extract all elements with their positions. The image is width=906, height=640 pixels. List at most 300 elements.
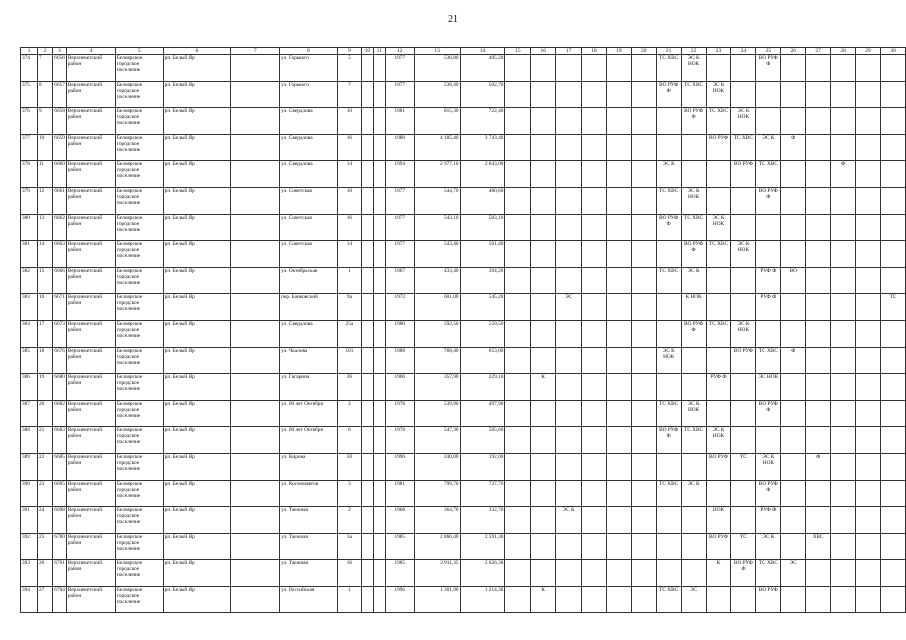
table-row xyxy=(21,81,906,108)
work-period-cell-col-30 xyxy=(880,267,905,294)
work-period-cell-col-24 xyxy=(731,400,756,427)
work-period-cell-col-20 xyxy=(631,55,656,82)
total-area-cell: 544,70 xyxy=(414,187,460,214)
living-area-cell: 2 626,30 xyxy=(460,560,505,587)
work-period-cell-col-22 xyxy=(681,134,706,161)
year-built-cell: 1968 xyxy=(385,507,414,534)
work-period-cell-col-28 xyxy=(831,374,856,401)
living-area-cell: 653,00 xyxy=(460,347,505,374)
work-period-cell-col-15 xyxy=(505,320,531,347)
work-period-cell-col-7 xyxy=(231,108,280,135)
index-cell: 12 xyxy=(37,187,52,214)
work-period-cell-col-27 xyxy=(806,320,831,347)
settlement-cell: Белоярское городское поселение xyxy=(115,533,163,560)
work-period-cell-col-15 xyxy=(505,187,531,214)
work-period-cell-col-20 xyxy=(631,294,656,321)
table-row xyxy=(21,586,906,613)
year-built-cell: 1990 xyxy=(385,453,414,480)
work-period-cell-col-29 xyxy=(856,453,881,480)
year-built-cell: 1988 xyxy=(385,134,414,161)
column-number-header: 25 xyxy=(756,48,781,55)
work-period-cell-col-25: ЭС К НОК xyxy=(756,453,781,480)
work-period-cell-col-25: РУФ Ф xyxy=(756,294,781,321)
work-period-cell-col-11 xyxy=(373,108,385,135)
street-cell: ул. Таежная xyxy=(280,507,338,534)
work-period-cell-col-26 xyxy=(781,533,806,560)
row-number-cell: 389 xyxy=(21,453,38,480)
year-built-cell: 1977 xyxy=(385,187,414,214)
work-period-cell-col-17 xyxy=(556,427,582,454)
column-number-header: 12 xyxy=(385,48,414,55)
work-period-cell-col-18 xyxy=(582,241,607,268)
work-period-cell-col-20 xyxy=(631,241,656,268)
settlement-cell: Белоярское городское поселение xyxy=(115,374,163,401)
work-period-cell-col-29 xyxy=(856,267,881,294)
work-period-cell-col-7 xyxy=(231,187,280,214)
row-number-cell: 374 xyxy=(21,55,38,82)
work-period-cell-col-25 xyxy=(756,320,781,347)
work-period-cell-col-10 xyxy=(361,453,373,480)
object-code-cell: 6671 xyxy=(52,294,66,321)
index-cell: 27 xyxy=(37,586,52,613)
work-period-cell-col-24: ТС xyxy=(731,453,756,480)
living-area-cell: 550,50 xyxy=(460,320,505,347)
living-area-cell: 329,10 xyxy=(460,374,505,401)
settlement-cell: Белоярское городское поселение xyxy=(115,320,163,347)
work-period-cell-col-28: Ф xyxy=(831,161,856,188)
work-period-cell-col-18 xyxy=(582,161,607,188)
index-cell: 22 xyxy=(37,453,52,480)
row-number-cell: 391 xyxy=(21,507,38,534)
district-cell: Верхнекетский район xyxy=(66,55,115,82)
work-period-cell-col-19 xyxy=(606,108,631,135)
work-period-cell-col-17 xyxy=(556,320,582,347)
work-period-cell-col-21 xyxy=(656,453,681,480)
column-number-header: 11 xyxy=(373,48,385,55)
work-period-cell-col-30 xyxy=(880,427,905,454)
work-period-cell-col-21: ТС ХВС xyxy=(656,480,681,507)
object-code-cell: 6663 xyxy=(52,241,66,268)
work-period-cell-col-28 xyxy=(831,187,856,214)
object-code-cell: 6682 xyxy=(52,400,66,427)
work-period-cell-col-23: ТС ХВС xyxy=(706,320,731,347)
work-period-cell-col-10 xyxy=(361,586,373,613)
settlement-cell: Белоярское городское поселение xyxy=(115,187,163,214)
settlement-cell: Белоярское городское поселение xyxy=(115,560,163,587)
work-period-cell-col-23 xyxy=(706,161,731,188)
work-period-cell-col-30 xyxy=(880,507,905,534)
work-period-cell-col-19 xyxy=(606,427,631,454)
work-period-cell-col-16 xyxy=(531,400,556,427)
work-period-cell-col-10 xyxy=(361,400,373,427)
work-period-cell-col-30 xyxy=(880,560,905,587)
district-cell: Верхнекетский район xyxy=(66,294,115,321)
work-period-cell-col-21 xyxy=(656,108,681,135)
street-cell: ул. Таежная xyxy=(280,533,338,560)
locality-cell: рп. Белый Яр xyxy=(163,161,231,188)
locality-cell: рп. Белый Яр xyxy=(163,507,231,534)
work-period-cell-col-28 xyxy=(831,347,856,374)
work-period-cell-col-22: ВО РУФ Ф xyxy=(681,108,706,135)
work-period-cell-col-18 xyxy=(582,81,607,108)
work-period-cell-col-29 xyxy=(856,533,881,560)
year-built-cell: 1978 xyxy=(385,427,414,454)
work-period-cell-col-15 xyxy=(505,400,531,427)
work-period-cell-col-16 xyxy=(531,267,556,294)
work-period-cell-col-24: ВО РУФ xyxy=(731,347,756,374)
district-cell: Верхнекетский район xyxy=(66,108,115,135)
work-period-cell-col-7 xyxy=(231,400,280,427)
work-period-cell-col-19 xyxy=(606,55,631,82)
work-period-cell-col-15 xyxy=(505,214,531,241)
work-period-cell-col-19 xyxy=(606,374,631,401)
work-period-cell-col-7 xyxy=(231,161,280,188)
living-area-cell: 505,60 xyxy=(460,427,505,454)
work-period-cell-col-19 xyxy=(606,507,631,534)
work-period-cell-col-24 xyxy=(731,267,756,294)
work-period-cell-col-20 xyxy=(631,187,656,214)
work-period-cell-col-16 xyxy=(531,294,556,321)
total-area-cell: 1 301,90 xyxy=(414,586,460,613)
district-cell: Верхнекетский район xyxy=(66,320,115,347)
work-period-cell-col-18 xyxy=(582,134,607,161)
work-period-cell-col-10 xyxy=(361,507,373,534)
object-code-cell: 6656 xyxy=(52,55,66,82)
index-cell: 9 xyxy=(37,108,52,135)
work-period-cell-col-22: ЭС xyxy=(681,586,706,613)
work-period-cell-col-19 xyxy=(606,560,631,587)
district-cell: Верхнекетский район xyxy=(66,267,115,294)
work-period-cell-col-28 xyxy=(831,214,856,241)
work-period-cell-col-17 xyxy=(556,267,582,294)
work-period-cell-col-17 xyxy=(556,134,582,161)
living-area-cell: 502,70 xyxy=(460,81,505,108)
work-period-cell-col-15 xyxy=(505,267,531,294)
work-period-cell-col-24 xyxy=(731,294,756,321)
work-period-cell-col-15 xyxy=(505,134,531,161)
work-period-cell-col-26 xyxy=(781,507,806,534)
street-cell: ул. 60 лет Октября xyxy=(280,427,338,454)
total-area-cell: 592,50 xyxy=(414,320,460,347)
row-number-cell: 383 xyxy=(21,294,38,321)
work-period-cell-col-24 xyxy=(731,427,756,454)
work-period-cell-col-22: ТС ХВС xyxy=(681,427,706,454)
column-number-header: 7 xyxy=(231,48,280,55)
work-period-cell-col-27 xyxy=(806,427,831,454)
work-period-cell-col-15 xyxy=(505,108,531,135)
work-period-cell-col-24: ТС xyxy=(731,533,756,560)
settlement-cell: Белоярское городское поселение xyxy=(115,453,163,480)
work-period-cell-col-20 xyxy=(631,480,656,507)
work-period-cell-col-24 xyxy=(731,55,756,82)
work-period-cell-col-21 xyxy=(656,320,681,347)
column-number-header: 18 xyxy=(582,48,607,55)
object-code-cell: 6685 xyxy=(52,453,66,480)
work-period-cell-col-30 xyxy=(880,533,905,560)
street-cell: ул. Таежная xyxy=(280,560,338,587)
work-period-cell-col-24: ВО РУФ Ф xyxy=(731,560,756,587)
work-period-cell-col-19 xyxy=(606,586,631,613)
work-period-cell-col-10 xyxy=(361,267,373,294)
work-period-cell-col-24: ЭС К НОК xyxy=(731,241,756,268)
index-cell: 8 xyxy=(37,81,52,108)
index-cell: 21 xyxy=(37,427,52,454)
work-period-cell-col-26: ВО xyxy=(781,267,806,294)
work-period-cell-col-30 xyxy=(880,374,905,401)
year-built-cell: 1972 xyxy=(385,294,414,321)
work-period-cell-col-27 xyxy=(806,294,831,321)
work-period-cell-col-7 xyxy=(231,81,280,108)
settlement-cell: Белоярское городское поселение xyxy=(115,507,163,534)
work-period-cell-col-29 xyxy=(856,187,881,214)
year-built-cell: 1966 xyxy=(385,374,414,401)
street-cell: ул. Свердлова xyxy=(280,161,338,188)
work-period-cell-col-29 xyxy=(856,586,881,613)
work-period-cell-col-10 xyxy=(361,294,373,321)
work-period-cell-col-10 xyxy=(361,560,373,587)
work-period-cell-col-26 xyxy=(781,161,806,188)
locality-cell: рп. Белый Яр xyxy=(163,533,231,560)
house-number-cell: 1 xyxy=(337,267,361,294)
work-period-cell-col-16 xyxy=(531,453,556,480)
work-period-cell-col-15 xyxy=(505,586,531,613)
work-period-cell-col-7 xyxy=(231,560,280,587)
work-period-cell-col-11 xyxy=(373,480,385,507)
work-period-cell-col-28 xyxy=(831,55,856,82)
row-number-cell: 394 xyxy=(21,586,38,613)
district-cell: Верхнекетский район xyxy=(66,400,115,427)
locality-cell: рп. Белый Яр xyxy=(163,55,231,82)
year-built-cell: 1981 xyxy=(385,108,414,135)
work-period-cell-col-18 xyxy=(582,55,607,82)
work-period-cell-col-29 xyxy=(856,241,881,268)
living-area-cell: 545,20 xyxy=(460,294,505,321)
street-cell: ул. Российская xyxy=(280,586,338,613)
work-period-cell-col-18 xyxy=(582,267,607,294)
living-area-cell: 394,20 xyxy=(460,267,505,294)
table-row xyxy=(21,374,906,401)
year-built-cell: 1980 xyxy=(385,320,414,347)
row-number-cell: 379 xyxy=(21,187,38,214)
work-period-cell-col-11 xyxy=(373,81,385,108)
work-period-cell-col-27 xyxy=(806,214,831,241)
work-period-cell-col-28 xyxy=(831,108,856,135)
settlement-cell: Белоярское городское поселение xyxy=(115,586,163,613)
work-period-cell-col-30 xyxy=(880,347,905,374)
work-period-cell-col-29 xyxy=(856,55,881,82)
street-cell: ул. Советская xyxy=(280,187,338,214)
work-period-cell-col-21: ЭС К НОК xyxy=(656,347,681,374)
work-period-cell-col-30 xyxy=(880,400,905,427)
table-row xyxy=(21,453,906,480)
object-code-cell: 6683 xyxy=(52,427,66,454)
locality-cell: рп. Белый Яр xyxy=(163,347,231,374)
work-period-cell-col-26 xyxy=(781,453,806,480)
row-number-cell: 378 xyxy=(21,161,38,188)
work-period-cell-col-11 xyxy=(373,267,385,294)
work-period-cell-col-21 xyxy=(656,374,681,401)
object-code-cell: 6695 xyxy=(52,480,66,507)
work-period-cell-col-16 xyxy=(531,241,556,268)
column-number-header: 9 xyxy=(337,48,361,55)
work-period-cell-col-15 xyxy=(505,453,531,480)
work-period-cell-col-27: Ф xyxy=(806,453,831,480)
work-period-cell-col-18 xyxy=(582,347,607,374)
street-cell: ул. Советская xyxy=(280,214,338,241)
work-period-cell-col-26 xyxy=(781,320,806,347)
district-cell: Верхнекетский район xyxy=(66,453,115,480)
district-cell: Верхнекетский район xyxy=(66,214,115,241)
table-row xyxy=(21,347,906,374)
total-area-cell: 799,70 xyxy=(414,480,460,507)
work-period-cell-col-19 xyxy=(606,320,631,347)
house-number-cell: 14 xyxy=(337,241,361,268)
work-period-cell-col-28 xyxy=(831,560,856,587)
work-period-cell-col-22 xyxy=(681,161,706,188)
work-period-cell-col-16 xyxy=(531,533,556,560)
work-period-cell-col-27 xyxy=(806,400,831,427)
row-number-cell: 375 xyxy=(21,81,38,108)
house-number-cell: 2 xyxy=(337,400,361,427)
column-number-header: 5 xyxy=(115,48,163,55)
work-period-cell-col-20 xyxy=(631,108,656,135)
work-period-cell-col-27 xyxy=(806,347,831,374)
work-period-cell-col-7 xyxy=(231,453,280,480)
work-period-cell-col-7 xyxy=(231,533,280,560)
work-period-cell-col-27 xyxy=(806,108,831,135)
living-area-cell: 722,40 xyxy=(460,108,505,135)
work-period-cell-col-22: К НОК xyxy=(681,294,706,321)
work-period-cell-col-26 xyxy=(781,427,806,454)
street-cell: ул. Чкалова xyxy=(280,347,338,374)
work-period-cell-col-17 xyxy=(556,400,582,427)
work-period-cell-col-22: ВО РУФ Ф xyxy=(681,241,706,268)
table-row xyxy=(21,480,906,507)
street-cell: ул. Космонавтов xyxy=(280,480,338,507)
index-cell: 7 xyxy=(37,55,52,82)
work-period-cell-col-18 xyxy=(582,374,607,401)
work-period-cell-col-27 xyxy=(806,480,831,507)
year-built-cell: 1977 xyxy=(385,241,414,268)
work-period-cell-col-19 xyxy=(606,81,631,108)
work-period-cell-col-16 xyxy=(531,480,556,507)
work-period-cell-col-26 xyxy=(781,108,806,135)
work-period-cell-col-22 xyxy=(681,560,706,587)
column-number-header: 17 xyxy=(556,48,582,55)
year-built-cell: 1996 xyxy=(385,586,414,613)
work-period-cell-col-29 xyxy=(856,134,881,161)
work-period-cell-col-24 xyxy=(731,81,756,108)
column-number-header: 10 xyxy=(361,48,373,55)
row-number-cell: 390 xyxy=(21,480,38,507)
work-period-cell-col-11 xyxy=(373,161,385,188)
object-code-cell: 6657 xyxy=(52,81,66,108)
work-period-cell-col-7 xyxy=(231,480,280,507)
work-period-cell-col-17: ЭС К xyxy=(556,507,582,534)
work-period-cell-col-16 xyxy=(531,427,556,454)
year-built-cell: 1985 xyxy=(385,560,414,587)
house-number-cell: 16 xyxy=(337,214,361,241)
row-number-cell: 377 xyxy=(21,134,38,161)
work-period-cell-col-24 xyxy=(731,187,756,214)
living-area-cell: 2 591,30 xyxy=(460,533,505,560)
object-code-cell: 6660 xyxy=(52,161,66,188)
work-period-cell-col-25: ЭС К xyxy=(756,533,781,560)
work-period-cell-col-22 xyxy=(681,374,706,401)
work-period-cell-col-26 xyxy=(781,81,806,108)
settlement-cell: Белоярское городское поселение xyxy=(115,267,163,294)
district-cell: Верхнекетский район xyxy=(66,374,115,401)
total-area-cell: 538,40 xyxy=(414,81,460,108)
work-period-cell-col-10 xyxy=(361,533,373,560)
work-period-cell-col-23: К xyxy=(706,560,731,587)
work-period-cell-col-11 xyxy=(373,374,385,401)
work-period-cell-col-10 xyxy=(361,161,373,188)
table-row xyxy=(21,55,906,82)
row-number-cell: 386 xyxy=(21,374,38,401)
locality-cell: рп. Белый Яр xyxy=(163,81,231,108)
total-area-cell: 433,40 xyxy=(414,267,460,294)
year-built-cell: 1977 xyxy=(385,214,414,241)
work-period-cell-col-18 xyxy=(582,108,607,135)
work-period-cell-col-17 xyxy=(556,161,582,188)
work-period-cell-col-17 xyxy=(556,81,582,108)
work-period-cell-col-28 xyxy=(831,81,856,108)
work-period-cell-col-23: РУФ Ф xyxy=(706,374,731,401)
work-period-cell-col-18 xyxy=(582,586,607,613)
work-period-cell-col-26: ЭС xyxy=(781,560,806,587)
table-row xyxy=(21,267,906,294)
row-number-cell: 381 xyxy=(21,241,38,268)
locality-cell: рп. Белый Яр xyxy=(163,134,231,161)
work-period-cell-col-25: ВО РУФ Ф xyxy=(756,187,781,214)
table-row xyxy=(21,400,906,427)
column-number-header: 13 xyxy=(414,48,460,55)
work-period-cell-col-29 xyxy=(856,81,881,108)
work-period-cell-col-11 xyxy=(373,294,385,321)
object-code-cell: 6704 xyxy=(52,586,66,613)
work-period-cell-col-30 xyxy=(880,214,905,241)
living-area-cell: 495,20 xyxy=(460,55,505,82)
work-period-cell-col-26 xyxy=(781,586,806,613)
house-number-cell: 101 xyxy=(337,347,361,374)
living-area-cell: 1 214,30 xyxy=(460,586,505,613)
work-period-cell-col-27 xyxy=(806,81,831,108)
work-period-cell-col-10 xyxy=(361,55,373,82)
work-period-cell-col-26 xyxy=(781,55,806,82)
index-cell: 26 xyxy=(37,560,52,587)
work-period-cell-col-10 xyxy=(361,480,373,507)
locality-cell: рп. Белый Яр xyxy=(163,320,231,347)
column-number-header: 15 xyxy=(505,48,531,55)
work-period-cell-col-27 xyxy=(806,560,831,587)
work-period-cell-col-29 xyxy=(856,214,881,241)
column-number-header: 24 xyxy=(731,48,756,55)
work-period-cell-col-27 xyxy=(806,241,831,268)
work-period-cell-col-15 xyxy=(505,507,531,534)
work-period-cell-col-17 xyxy=(556,347,582,374)
work-period-cell-col-30 xyxy=(880,55,905,82)
work-period-cell-col-7 xyxy=(231,320,280,347)
settlement-cell: Белоярское городское поселение xyxy=(115,81,163,108)
index-cell: 23 xyxy=(37,480,52,507)
work-period-cell-col-23 xyxy=(706,400,731,427)
work-period-cell-col-15 xyxy=(505,427,531,454)
work-period-cell-col-17 xyxy=(556,453,582,480)
work-period-cell-col-26 xyxy=(781,187,806,214)
object-code-cell: 6701 xyxy=(52,560,66,587)
work-period-cell-col-19 xyxy=(606,453,631,480)
